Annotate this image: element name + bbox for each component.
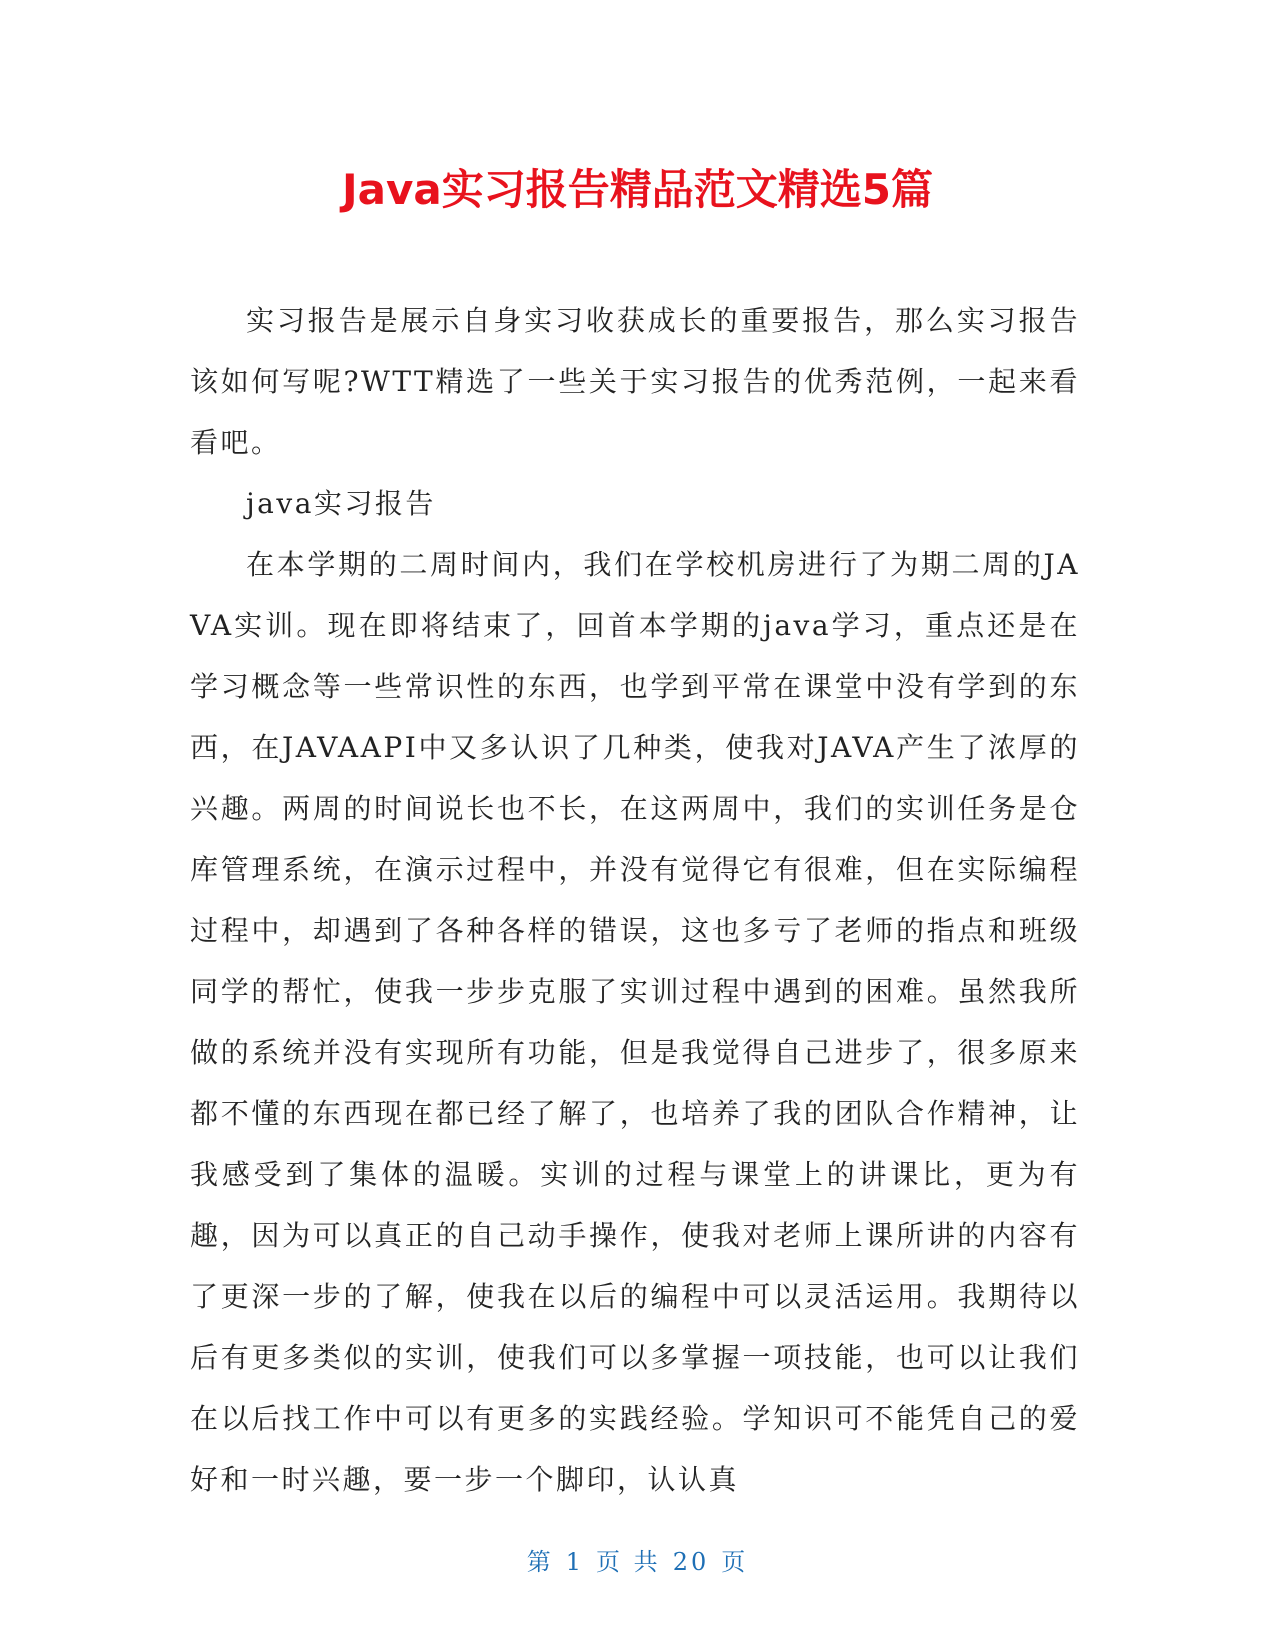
intro-paragraph: 实习报告是展示自身实习收获成长的重要报告，那么实习报告该如何写呢?WTT精选了一些关于实习报告的优秀范例，一起来看看吧。 (190, 304, 1080, 459)
section-heading: java实习报告 (246, 487, 436, 520)
footer-current-page: 1 (565, 1548, 585, 1576)
page-footer (0, 1542, 1275, 1577)
footer-middle: 页 共 (596, 1548, 661, 1576)
document-title: Java实习报告精品范文精选5篇 (342, 165, 933, 214)
document-body (190, 290, 1080, 1510)
footer-prefix: 第 (526, 1548, 554, 1576)
body-paragraph: 在本学期的二周时间内，我们在学校机房进行了为期二周的JAVA实训。现在即将结束了，回首本学期的java学习，重点还是在学习概念等一些常识性的东西，也学到平常在课堂中没有学到的东西，在JAVAAPI中又多认识了几种类，使我对JAVA产生了浓厚的兴趣。两周的时间说长也不长，在这两周中，我们的实训任务是仓库管理系统，在演示过程中，并没有觉得它有很难，但在实际编程过程中，却遇到了各种各样的错误，这也多亏了老师的指点和班级同学的帮忙，使我一步步克服了实训过程中遇到的困难。虽然我所做的系统并没有实现所有功能，但是我觉得自己进步了，很多原来都不懂的东西现在都已经了解了，也培养了我的团队合作精神，让我感受到了集体的温暖。实训的过程与课堂上的讲课比，更为有趣，因为可以真正的自己动手操作，使我对老师上课所讲的内容有了更深一步的了解，使我在以后的编程中可以灵活运用。我期待以后有更多类似的实训，使我们可以多掌握一项技能，也可以让我们在以后找工作中可以有更多的实践经验。学知识可不能凭自己的爱好和一时兴趣，要一步一个脚印，认认真 (190, 548, 1080, 1496)
footer-total-pages: 20 (672, 1548, 710, 1576)
footer-suffix: 页 (721, 1548, 749, 1576)
